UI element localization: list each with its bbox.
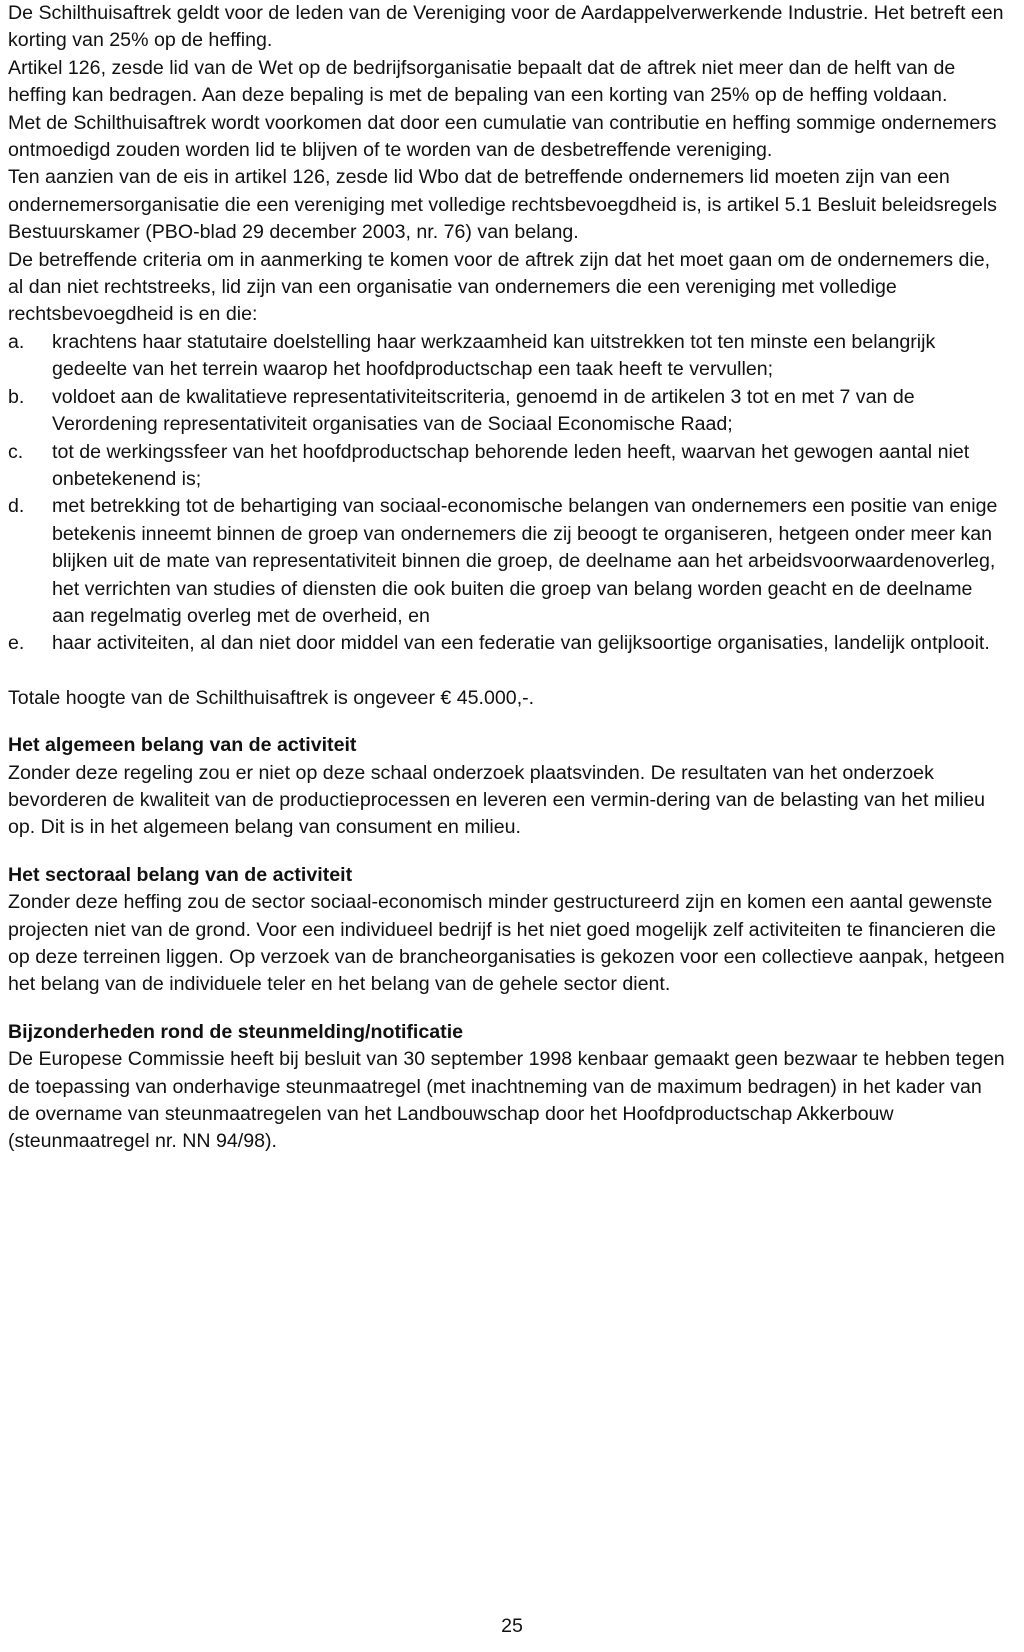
list-item: [8, 329, 1008, 384]
list-item-letter: e.: [8, 632, 25, 655]
intro-paragraph-3: Met de Schilthuisaftrek wordt voorkomen dat door een cumulatie van contributie en heffing sommige ondernemers ontmoedigd zouden worden lid te blijven of te worden van de desbetreffende vereniging.: [8, 111, 997, 162]
spacer: [8, 842, 1008, 862]
list-item: [8, 630, 1008, 657]
list-item: [8, 384, 1008, 439]
list-item-letter: d.: [8, 495, 25, 518]
list-item-letter: c.: [8, 440, 24, 463]
spacer: [8, 999, 1008, 1019]
list-item: [8, 493, 1008, 630]
list-item-text: tot de werkingssfeer van het hoofdproductschap behorende leden heeft, waarvan het gewogen aantal niet onbetekenend is;: [52, 440, 970, 490]
section-body-notification: De Europese Commissie heeft bij besluit van 30 september 1998 kenbaar gemaakt geen bezwaar te hebben tegen de toepassing van onderhavige steunmaatregel (met inachtneming van de maximum bedragen) in het kader van de overname van steunmaatregelen van het Landbouwschap door het Hoofdproductschap Akkerbouw (steunmaatregel nr. NN 94/98).: [8, 1048, 1005, 1153]
document-page: [8, 0, 1008, 1156]
section-heading-notification: Bijzonderheden rond de steunmelding/notificatie: [8, 1020, 464, 1043]
intro-paragraph-5: De betreffende criteria om in aanmerking te komen voor de aftrek zijn dat het moet gaan om de ondernemers die, al dan niet rechtstreeks, lid zijn van een organisatie van ondernemers die een vereniging met volledige rechtsbevoegdheid is en die:: [8, 248, 991, 326]
list-item-letter: b.: [8, 385, 25, 408]
page-number: 25: [501, 1615, 523, 1637]
list-item-text: voldoet aan de kwalitatieve representativiteitscriteria, genoemd in de artikelen 3 tot en met 7 van de Verordening representativiteit organisaties van de Sociaal Economische Raad;: [52, 385, 915, 436]
section-body-sector-interest: Zonder deze heffing zou de sector sociaal-economisch minder gestructureerd zijn en komen een aantal gewenste projecten niet van de grond. Voor een individueel bedrijf is het niet goed mogelijk zelf activiteiten te financieren die op deze terreinen liggen. Op verzoek van de brancheorganisaties is gekozen voor een collectieve aanpak, hetgeen het belang van de individuele teler en het belang van de gehele sector dient.: [8, 891, 1005, 996]
intro-paragraph-4: Ten aanzien van de eis in artikel 126, zesde lid Wbo dat de betreffende ondernemers lid moeten zijn van een ondernemersorganisatie die een vereniging met volledige rechtsbevoegdheid is, is artikel 5.1 Besluit beleidsregels Bestuurskamer (PBO-blad 29 december 2003, nr. 76) van belang.: [8, 166, 997, 244]
section-body-general-interest: Zonder deze regeling zou er niet op deze schaal onderzoek plaatsvinden. De resultaten van het onderzoek bevorderen de kwaliteit van de productieprocessen en leveren een vermin-dering van de belasting van het milieu op. Dit is in het algemeen belang van consument en milieu.: [8, 761, 986, 839]
total-amount: Totale hoogte van de Schilthuisaftrek is ongeveer € 45.000,-.: [8, 686, 535, 709]
list-item-text: haar activiteiten, al dan niet door middel van een federatie van gelijksoortige organisaties, landelijk ontplooit.: [52, 632, 990, 655]
intro-paragraph-1: De Schilthuisaftrek geldt voor de leden van de Vereniging voor de Aardappelverwerkende Industrie. Het betreft een korting van 25% op de heffing.: [8, 2, 1004, 52]
spacer: [8, 712, 1008, 732]
spacer: [8, 658, 1008, 685]
section-heading-general-interest: Het algemeen belang van de activiteit: [8, 734, 357, 757]
list-item-text: krachtens haar statutaire doelstelling haar werkzaamheid kan uitstrekken tot ten minste een belangrijk gedeelte van het terrein waarop het hoofdproductschap een taak heeft te vervullen;: [52, 330, 936, 381]
list-item-text: met betrekking tot de behartiging van sociaal-economische belangen van ondernemers een positie van enige betekenis inneemt binnen de groep van ondernemers die zij beoogt te organiseren, hetgeen onder meer kan blijken uit de mate van representativiteit binnen die groep, de deelname aan het arbeidsvoorwaardenoverleg, het verrichten van studies of diensten die ook buiten die groep van belang worden geacht en de deelname aan regelmatig overleg met de overheid, en: [52, 495, 998, 627]
section-heading-sector-interest: Het sectoraal belang van de activiteit: [8, 863, 353, 886]
intro-paragraph-2: Artikel 126, zesde lid van de Wet op de bedrijfsorganisatie bepaalt dat de aftrek niet meer dan de helft van de heffing kan bedragen. Aan deze bepaling is met de bepaling van een korting van 25% op de heffing voldaan.: [8, 56, 956, 107]
list-item-letter: a.: [8, 330, 25, 353]
list-item: [8, 439, 1008, 494]
criteria-list: [8, 329, 1008, 658]
